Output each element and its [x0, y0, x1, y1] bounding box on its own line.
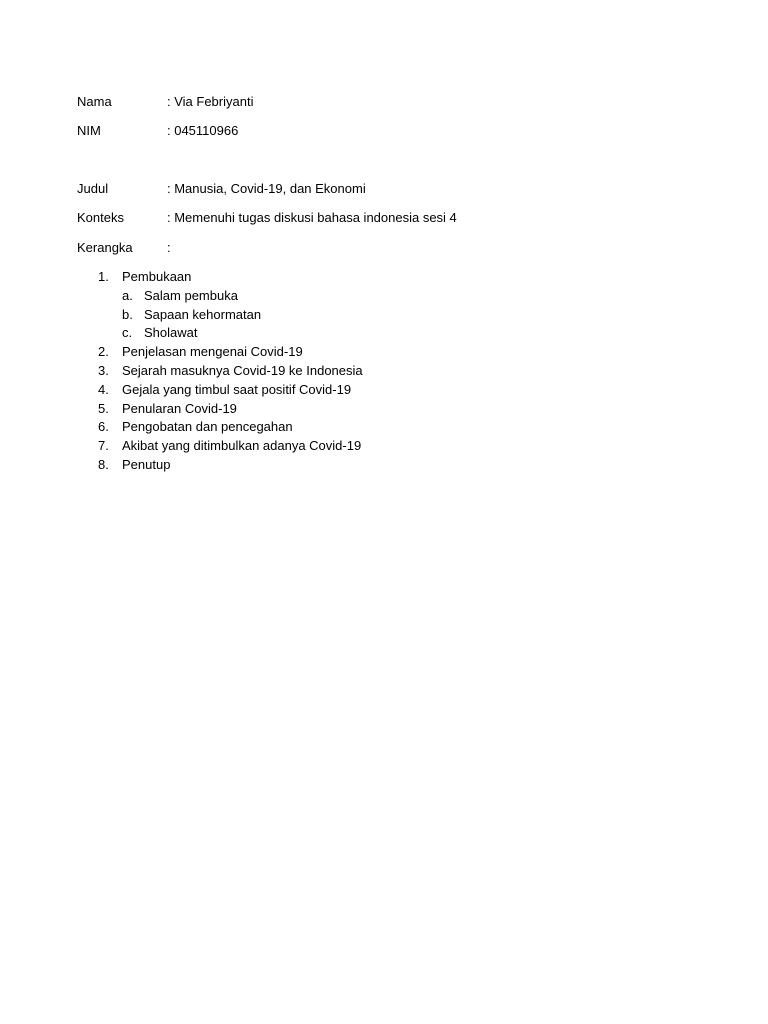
sub-list-item: [0, 306, 768, 325]
list-item: [0, 343, 768, 362]
list-letter: c.: [122, 325, 133, 341]
list-item: [0, 268, 768, 287]
list-number: 2.: [98, 344, 109, 360]
list-text: Penjelasan mengenai Covid-19: [122, 344, 303, 360]
list-letter: b.: [122, 306, 133, 322]
list-item: [0, 381, 768, 400]
list-item: [0, 418, 768, 437]
list-text: Salam pembuka: [144, 287, 238, 303]
field-label: NIM: [77, 123, 101, 138]
list-item: [0, 400, 768, 419]
list-letter: a.: [122, 287, 133, 303]
list-item: [0, 437, 768, 456]
list-number: 5.: [98, 400, 109, 416]
field-value: : Manusia, Covid-19, dan Ekonomi: [167, 181, 366, 196]
field-value: :: [167, 240, 171, 255]
list-number: 3.: [98, 362, 109, 378]
list-text: Pembukaan: [122, 269, 192, 284]
list-text: Pengobatan dan pencegahan: [122, 419, 293, 435]
list-text: Penularan Covid-19: [122, 400, 237, 416]
list-number: 4.: [98, 381, 109, 397]
field-label: Konteks: [77, 210, 124, 225]
list-text: Akibat yang ditimbulkan adanya Covid-19: [122, 438, 362, 454]
sub-list-item: [0, 324, 768, 343]
list-item: [0, 456, 768, 475]
field-value: : 045110966: [167, 123, 239, 138]
field-label: Nama: [77, 94, 112, 109]
field-label: Kerangka: [77, 240, 133, 255]
list-text: Gejala yang timbul saat positif Covid-19: [122, 381, 352, 397]
list-number: 1.: [98, 269, 109, 284]
field-value: : Memenuhi tugas diskusi bahasa indonesia sesi 4: [167, 210, 457, 225]
list-item: [0, 362, 768, 381]
outline-list: [0, 268, 768, 475]
sub-list-item: [0, 287, 768, 306]
list-number: 8.: [98, 456, 109, 472]
list-text: Sapaan kehormatan: [144, 306, 262, 322]
field-value: : Via Febriyanti: [167, 94, 254, 109]
list-text: Penutup: [122, 456, 171, 472]
list-number: 6.: [98, 419, 109, 435]
field-label: Judul: [77, 181, 109, 196]
list-text: Sholawat: [144, 325, 198, 341]
list-text: Sejarah masuknya Covid-19 ke Indonesia: [122, 362, 363, 378]
list-number: 7.: [98, 438, 109, 454]
